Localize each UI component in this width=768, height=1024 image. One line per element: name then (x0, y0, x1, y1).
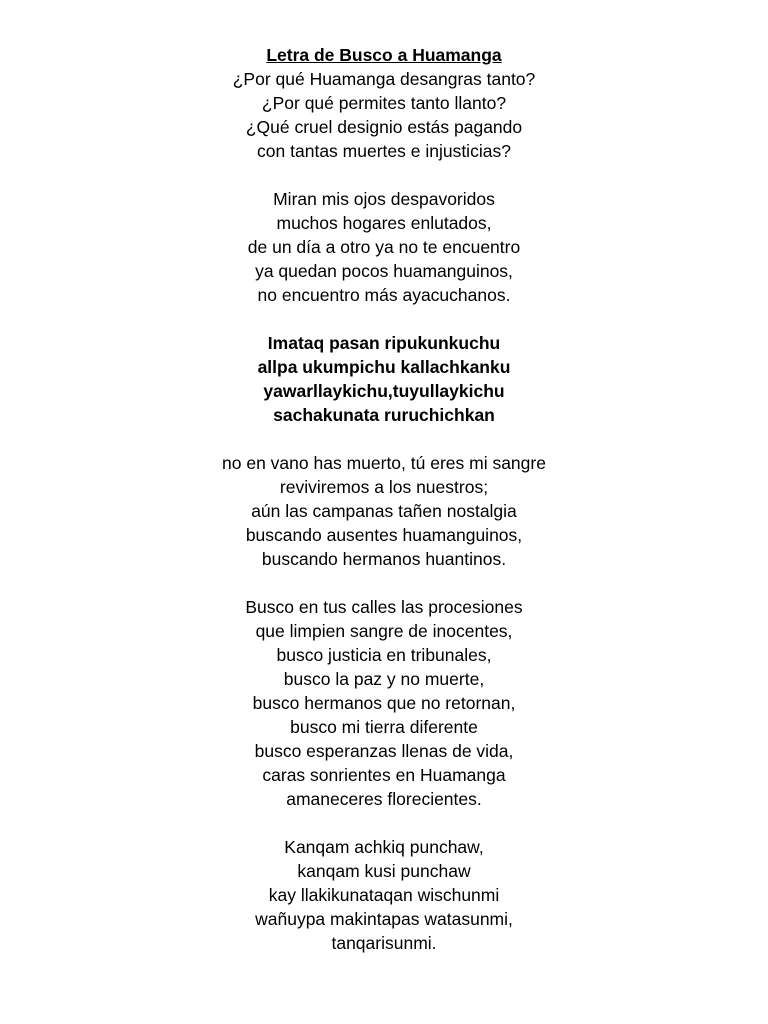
stanza-2 (0, 187, 768, 307)
lyric-line: kay llakikunataqan wischunmi (268, 885, 500, 905)
lyric-line: tanqarisunmi. (331, 933, 437, 953)
lyric-line: no encuentro más ayacuchanos. (257, 285, 511, 305)
lyric-line: Miran mis ojos despavoridos (273, 189, 495, 209)
document-title: Letra de Busco a Huamanga (266, 45, 502, 65)
lyric-line: no en vano has muerto, tú eres mi sangre (222, 453, 546, 473)
lyric-line: buscando ausentes huamanguinos, (245, 525, 523, 545)
lyric-line: wañuypa makintapas watasunmi, (255, 909, 513, 929)
lyric-line: aún las campanas tañen nostalgia (251, 501, 517, 521)
stanza-1 (0, 67, 768, 163)
lyric-line: busco hermanos que no retornan, (252, 693, 516, 713)
lyric-line: ¿Qué cruel designio estás pagando (245, 117, 523, 137)
stanza-3 (0, 331, 768, 427)
lyric-line: buscando hermanos huantinos. (261, 549, 507, 569)
lyric-line: con tantas muertes e injusticias? (257, 141, 511, 161)
lyric-line: sachakunata ruruchichkan (273, 405, 495, 425)
lyric-line: Kanqam achkiq punchaw, (284, 837, 484, 857)
lyric-line: ¿Por qué permites tanto llanto? (261, 93, 507, 113)
lyric-line: busco mi tierra diferente (290, 717, 478, 737)
document-page (0, 43, 768, 979)
lyric-line: amaneceres florecientes. (286, 789, 482, 809)
stanza-4 (0, 451, 768, 571)
lyric-line: ya quedan pocos huamanguinos, (255, 261, 513, 281)
lyric-line: kanqam kusi punchaw (297, 861, 471, 881)
stanza-6 (0, 835, 768, 955)
lyric-line: muchos hogares enlutados, (276, 213, 492, 233)
stanza-5 (0, 595, 768, 811)
lyric-line: caras sonrientes en Huamanga (262, 765, 506, 785)
lyric-line: reviviremos a los nuestros; (279, 477, 489, 497)
lyric-line: allpa ukumpichu kallachkanku (257, 357, 511, 377)
lyric-line: Busco en tus calles las procesiones (245, 597, 523, 617)
lyric-line: busco justicia en tribunales, (276, 645, 492, 665)
lyric-line: busco la paz y no muerte, (283, 669, 485, 689)
lyric-line: de un día a otro ya no te encuentro (247, 237, 521, 257)
lyric-line: busco esperanzas llenas de vida, (254, 741, 514, 761)
lyric-line: yawarllaykichu,tuyullaykichu (263, 381, 505, 401)
lyric-line: que limpien sangre de inocentes, (255, 621, 513, 641)
lyric-line: Imataq pasan ripukunkuchu (267, 333, 501, 353)
lyric-line: ¿Por qué Huamanga desangras tanto? (232, 69, 536, 89)
lyrics-body (0, 67, 768, 955)
